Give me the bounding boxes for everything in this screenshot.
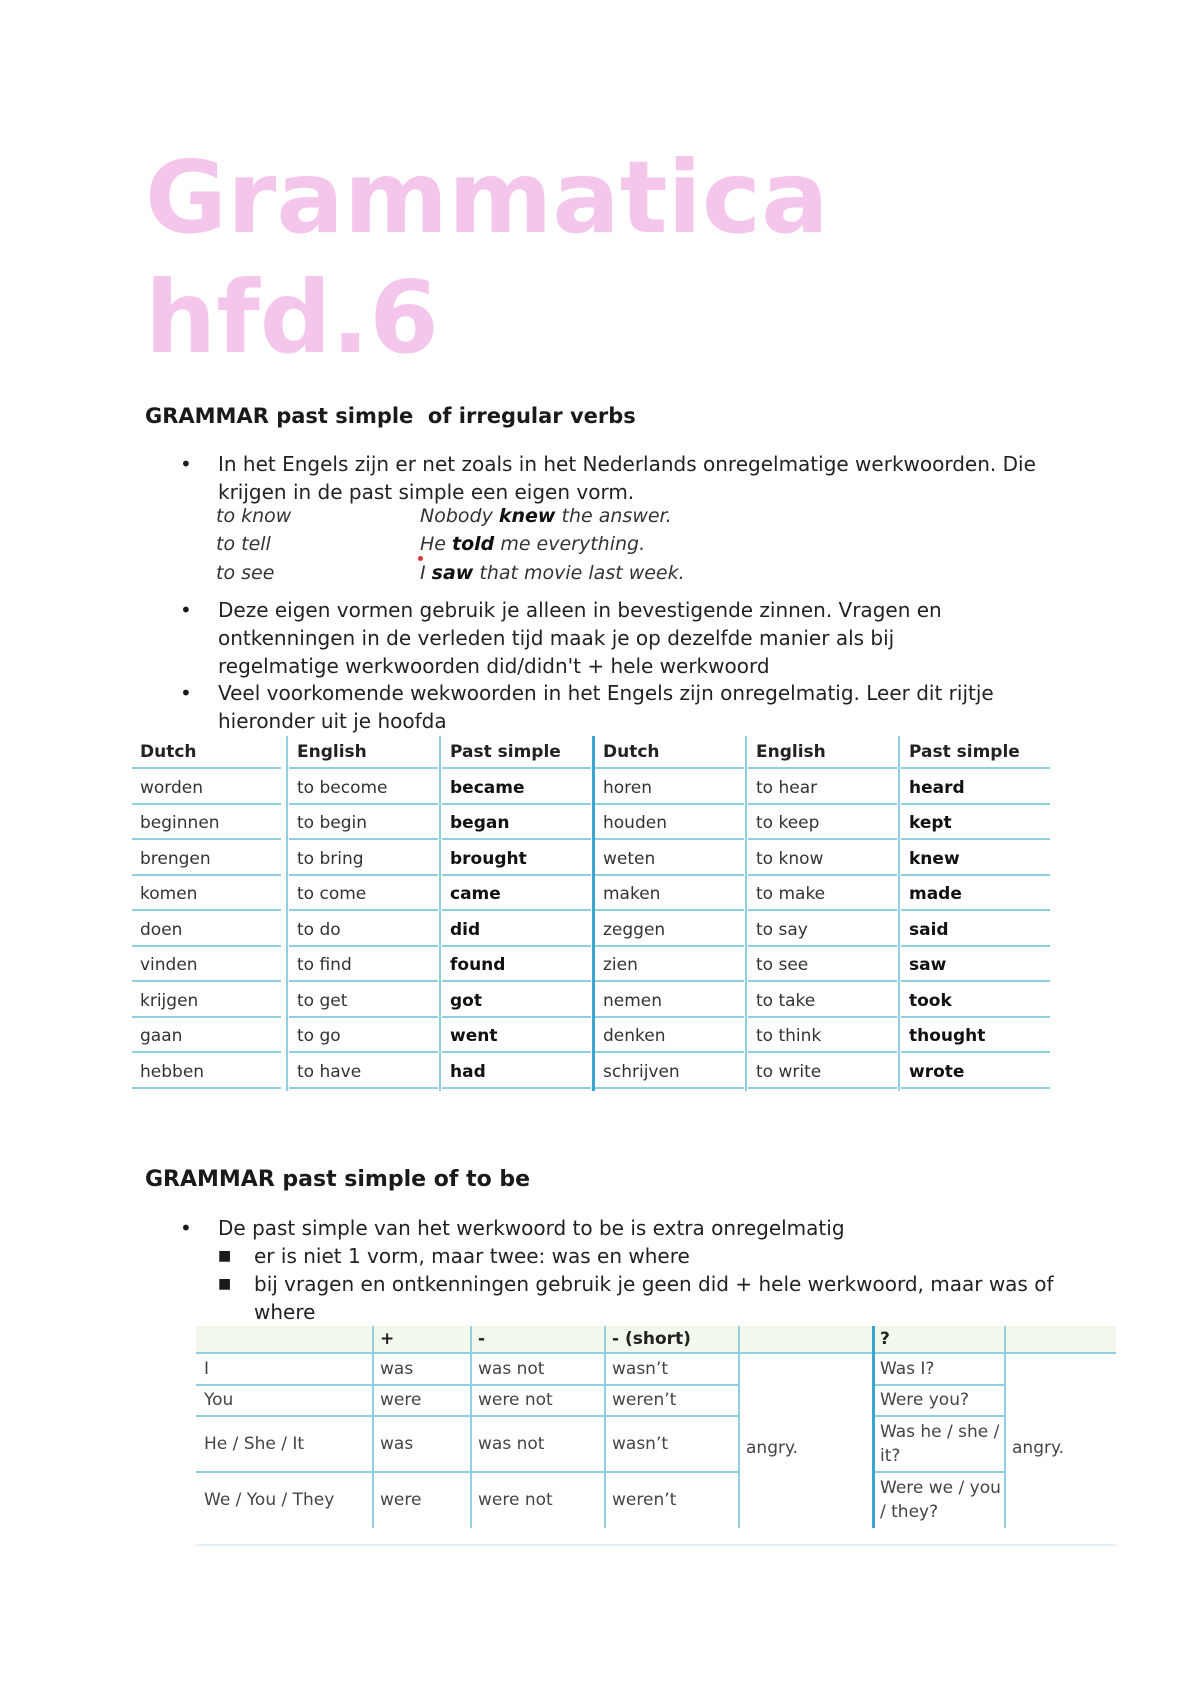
table-cell: You [204,1390,234,1410]
bullet-text: Deze eigen vormen gebruik je alleen in bevestigende zinnen. Vragen en ontkenningen in de verleden tijd maak je op dezelfde manier als bij regelmatige werkwoorden did/didn't + hele werkwoord [218,598,942,678]
table-cell: were not [478,1490,553,1510]
table-cell: horen [595,772,744,805]
table-cell: began [442,807,591,840]
table-cell: schrijven [595,1056,744,1089]
sub-bullet-dot: ■ [218,1248,232,1264]
table-cell: were [380,1390,422,1410]
example-verb: to know [216,505,292,527]
question-cell: Were you? [880,1390,970,1410]
table-cell: saw [901,949,1050,982]
title-line-1: Grammatica [145,139,829,256]
column-divider [604,1326,606,1528]
table-cell: to take [748,985,897,1018]
table-cell: to keep [748,807,897,840]
table-header-cell: - (short) [612,1329,691,1349]
table-cell: houden [595,807,744,840]
table-cell: knew [901,843,1050,876]
table-cell: heard [901,772,1050,805]
bullet-dot: • [180,681,192,705]
table-header-cell: ? [880,1329,890,1349]
table-cell: came [442,878,591,911]
column-divider [372,1326,374,1528]
table-cell: thought [901,1020,1050,1053]
table-cell: denken [595,1020,744,1053]
table-cell: to go [289,1020,438,1053]
table-header-cell: Past simple [901,736,1050,769]
table-cell: weten [595,843,744,876]
table-cell: We / You / They [204,1490,335,1510]
table-cell: were not [478,1390,553,1410]
column-divider [745,736,747,1091]
table-cell: got [442,985,591,1018]
table-cell: worden [132,772,281,805]
table-cell: was [380,1434,414,1454]
bullet-text: De past simple van het werkwoord to be is extra onregelmatig [218,1216,845,1240]
example-sentence [420,562,685,584]
example-post: that movie last week. [473,562,685,584]
table-cell: wasn’t [612,1359,669,1379]
title-line-2: hfd.6 [145,259,439,376]
table-header-cell: Dutch [132,736,281,769]
red-mark [418,556,423,561]
table-cell: He / She / It [204,1434,305,1454]
table-cell: hebben [132,1056,281,1089]
example-sentence [420,533,645,555]
bullet-text: Veel voorkomende wekwoorden in het Engels zijn onregelmatig. Leer dit rijtje hieronder uit je hoofda [218,681,994,733]
table-cell: to hear [748,772,897,805]
table-cell: were [380,1490,422,1510]
table-cell: krijgen [132,985,281,1018]
page-title [145,138,829,378]
table-cell: to find [289,949,438,982]
column-divider [470,1326,472,1528]
table-cell: to see [748,949,897,982]
bullet-text: In het Engels zijn er net zoals in het Nederlands onregelmatige werkwoorden. Die krijgen in de past simple een eigen vorm. [218,452,1036,504]
table-cell: komen [132,878,281,911]
table-cell: maken [595,878,744,911]
table-cell: to get [289,985,438,1018]
column-divider [592,736,595,1091]
row-divider [872,1415,1004,1417]
table-cell: nemen [595,985,744,1018]
example-bold: told [452,533,495,555]
table-cell: brought [442,843,591,876]
example-post: the answer. [555,505,672,527]
angry-cell: angry. [1012,1438,1065,1458]
example-verb: to see [216,562,275,584]
example-bold: saw [431,562,474,584]
example-bold: knew [498,505,556,527]
table-header-cell: English [289,736,438,769]
table-cell: was not [478,1359,545,1379]
section-heading-to-be: GRAMMAR past simple of to be [145,1167,531,1192]
column-divider [898,736,900,1091]
table-cell: went [442,1020,591,1053]
question-cell: Were we / you / they? [880,1478,1001,1522]
table-cell: to come [289,878,438,911]
section-heading-irregular: GRAMMAR past simple of irregular verbs [145,404,636,428]
table-cell: to become [289,772,438,805]
sub-bullet-text: er is niet 1 vorm, maar twee: was en where [254,1244,690,1268]
column-divider [872,1326,875,1528]
table-cell: wrote [901,1056,1050,1089]
table-cell: to write [748,1056,897,1089]
column-divider [738,1326,740,1528]
table-cell: weren’t [612,1390,677,1410]
table-cell: was [380,1359,414,1379]
table-cell: to make [748,878,897,911]
table-cell: to think [748,1020,897,1053]
table-cell: zien [595,949,744,982]
angry-cell: angry. [746,1438,799,1458]
table-cell: to begin [289,807,438,840]
table-header-cell: + [380,1329,395,1349]
sub-bullet-text: bij vragen en ontkenningen gebruik je geen did + hele werkwoord, maar was of where [254,1272,1054,1324]
table-cell: gaan [132,1020,281,1053]
table-header-row [196,1326,1116,1354]
bullet-dot: • [180,598,192,622]
table-cell: had [442,1056,591,1089]
column-divider [286,736,288,1091]
table-cell: I [204,1359,210,1379]
example-pre: I [420,562,432,584]
table-cell: beginnen [132,807,281,840]
table-cell: did [442,914,591,947]
table-cell: said [901,914,1050,947]
table-cell: became [442,772,591,805]
table-cell: was not [478,1434,545,1454]
question-cell: Was he / she / it? [880,1422,1000,1466]
table-header-cell: - [478,1329,486,1349]
table-cell: kept [901,807,1050,840]
table-cell: to know [748,843,897,876]
table-header-cell: Dutch [595,736,744,769]
bullet-dot: • [180,452,192,476]
table-cell: wasn’t [612,1434,669,1454]
table-cell: to have [289,1056,438,1089]
table-cell: weren’t [612,1490,677,1510]
example-verb: to tell [216,533,271,555]
example-pre: Nobody [420,505,499,527]
row-divider [872,1471,1004,1473]
table-cell: to do [289,914,438,947]
table-cell: brengen [132,843,281,876]
table-cell: made [901,878,1050,911]
table-cell: to bring [289,843,438,876]
example-pre: He [420,533,453,555]
example-post: me everything. [494,533,646,555]
table-header-cell: Past simple [442,736,591,769]
bullet-dot: • [180,1216,192,1240]
column-divider [439,736,441,1091]
table-header-cell: English [748,736,897,769]
table-cell: doen [132,914,281,947]
table-cell: to say [748,914,897,947]
table-cell: took [901,985,1050,1018]
sub-bullet-dot: ■ [218,1276,232,1292]
to-be-table [196,1326,1116,1546]
column-divider [1004,1326,1006,1528]
table-bottom-rule [196,1544,1116,1546]
question-cell: Was I? [880,1359,935,1379]
table-cell: vinden [132,949,281,982]
example-sentence [420,505,672,527]
table-cell: zeggen [595,914,744,947]
table-cell: found [442,949,591,982]
